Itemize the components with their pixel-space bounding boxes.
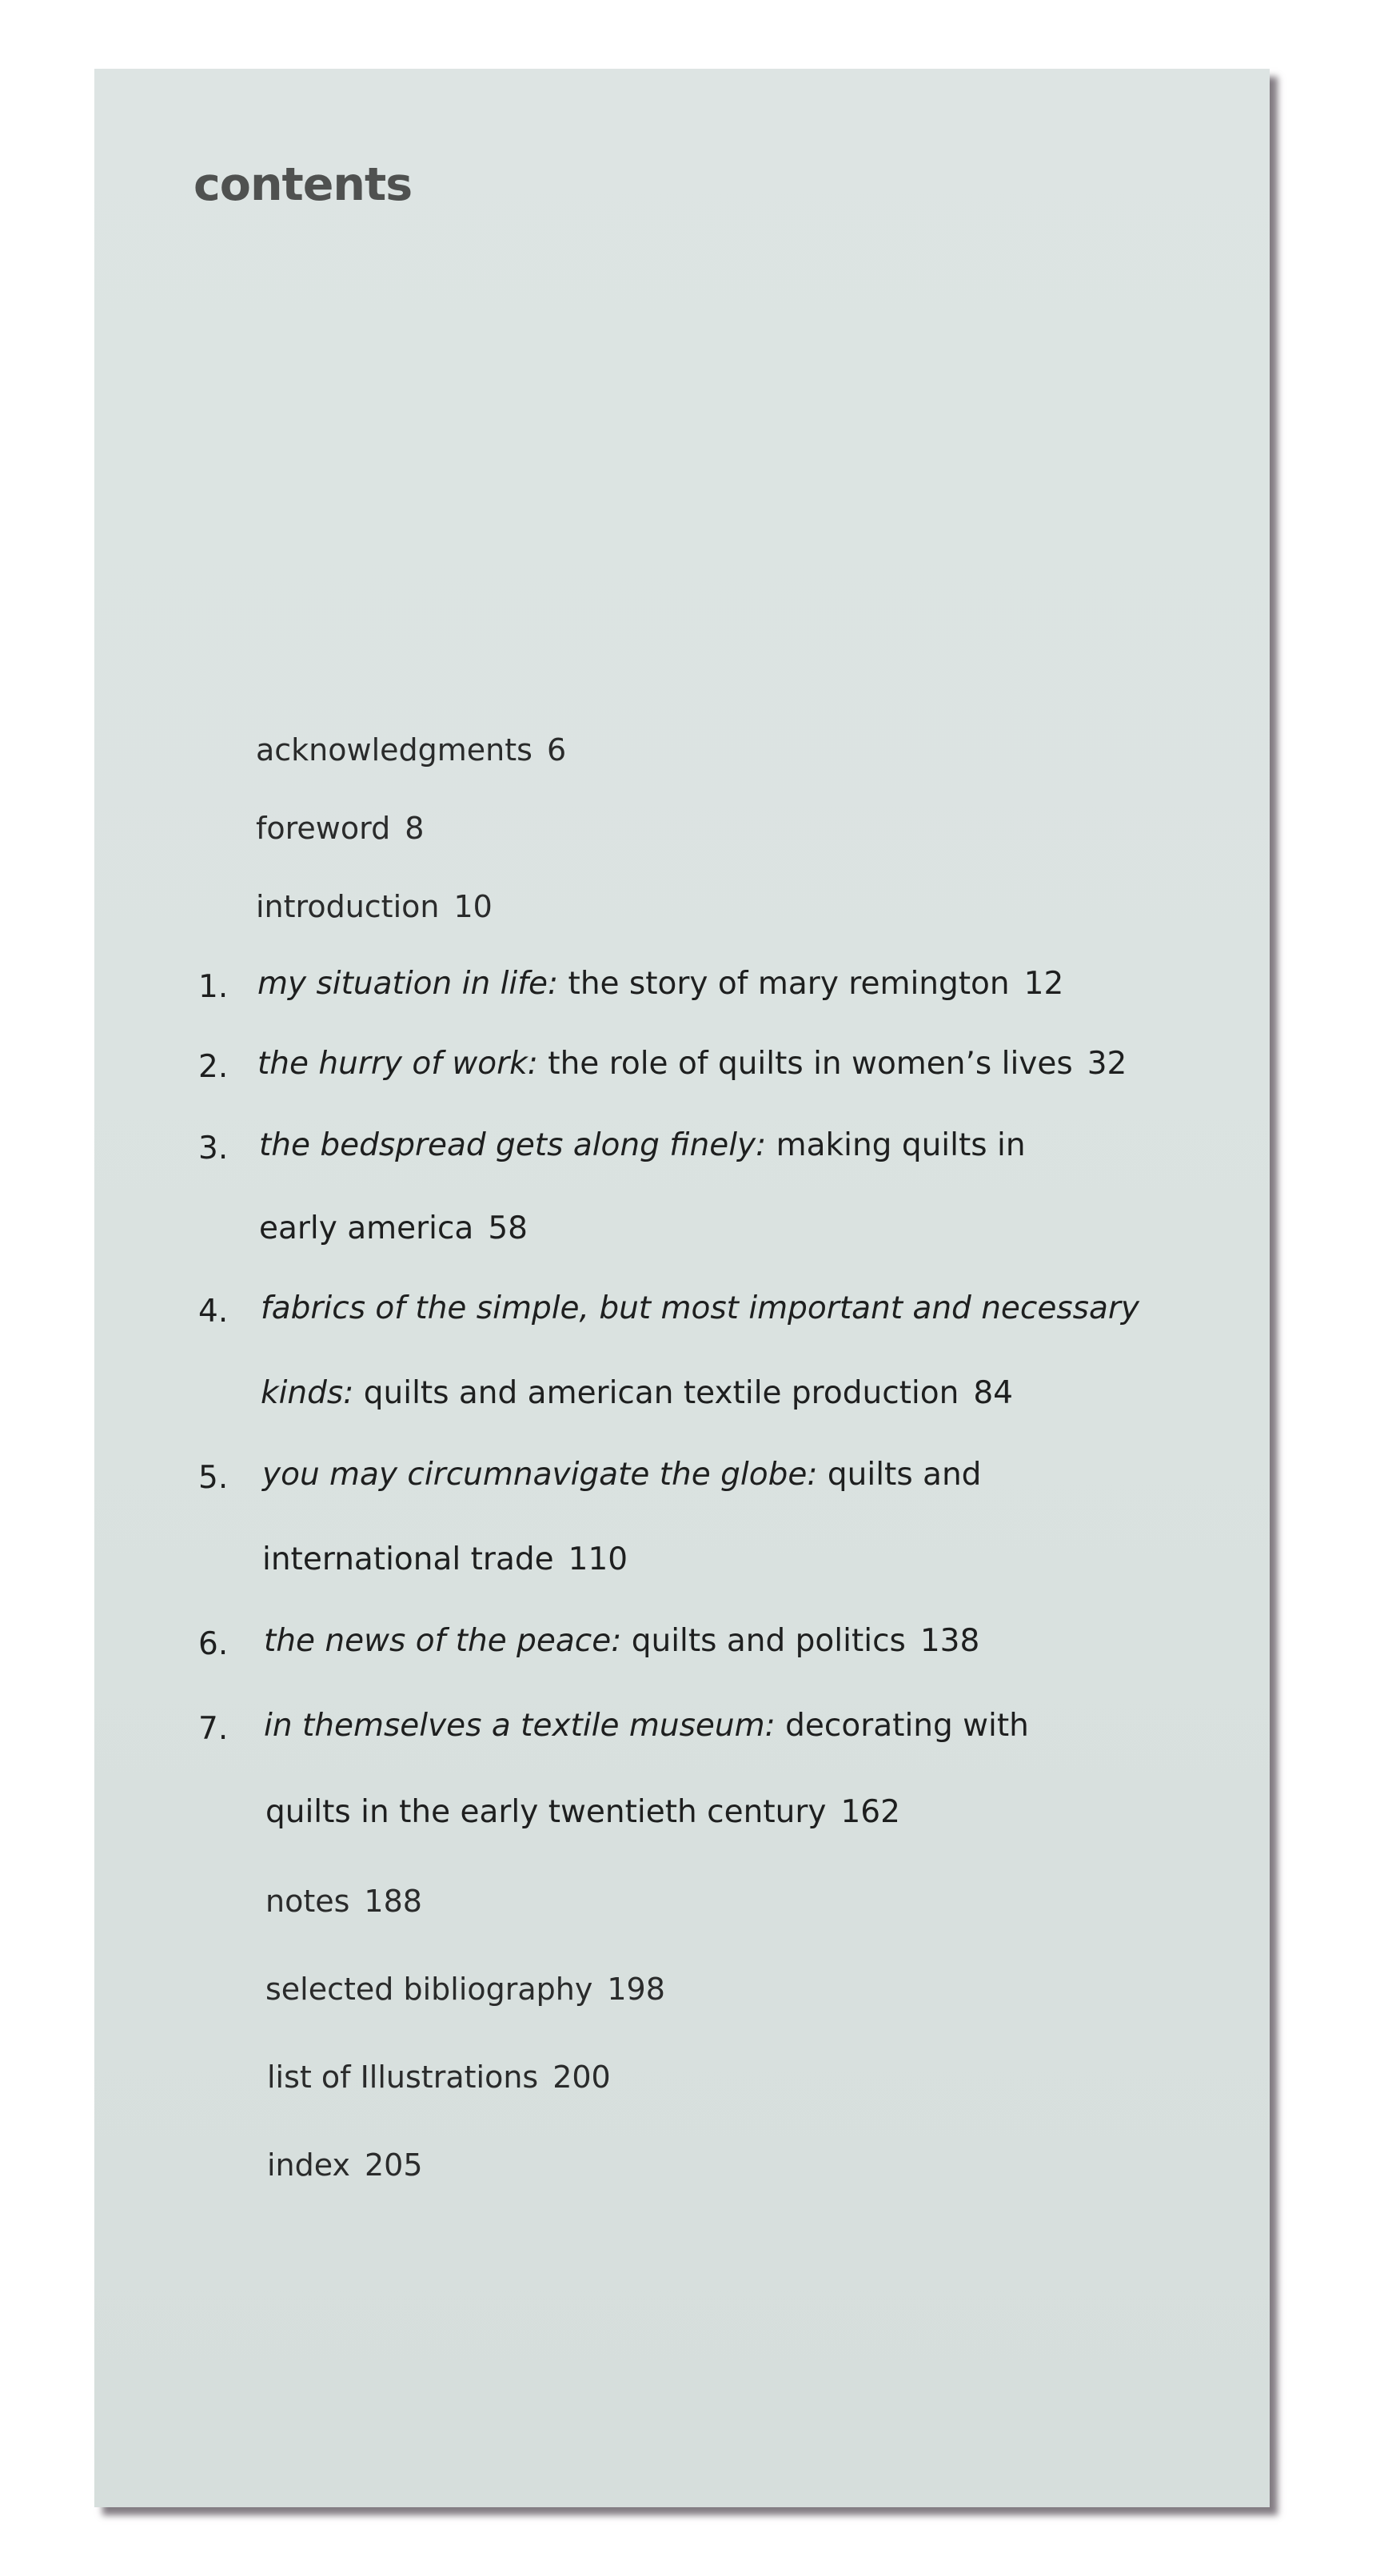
toc-page-number: 32 xyxy=(1087,1046,1127,1082)
chapter-italic-title: kinds: xyxy=(261,1375,354,1411)
toc-chapter-1-line-1 xyxy=(257,966,1063,1002)
chapter-italic-title: in themselves a textile museum: xyxy=(264,1708,776,1744)
toc-entry-selected-bibliography xyxy=(265,1972,665,2007)
chapter-subtitle: making quilts in xyxy=(766,1127,1026,1163)
chapter-subtitle: early america xyxy=(259,1210,474,1246)
chapter-subtitle: decorating with xyxy=(775,1708,1029,1744)
chapter-italic-title: fabrics of the simple, but most important and necessary xyxy=(261,1290,1139,1326)
toc-chapter-7-line-1 xyxy=(264,1708,1029,1744)
chapter-subtitle: the role of quilts in women’s lives xyxy=(537,1046,1073,1082)
chapter-number: 1. xyxy=(198,969,229,1005)
toc-entry-title: list of Illustrations xyxy=(267,2060,539,2095)
chapter-number: 3. xyxy=(198,1130,229,1166)
chapter-number: 7. xyxy=(198,1711,229,1747)
chapter-italic-title: the news of the peace: xyxy=(264,1623,622,1659)
toc-chapter-3-line-1 xyxy=(259,1127,1026,1163)
toc-chapter-2-line-1 xyxy=(257,1046,1127,1082)
toc-entry-title: introduction xyxy=(256,889,440,924)
chapter-subtitle: quilts and american textile production xyxy=(353,1375,959,1411)
toc-entry-notes xyxy=(265,1884,422,1919)
toc-entry-introduction xyxy=(256,889,493,924)
chapter-italic-title: my situation in life: xyxy=(257,966,559,1002)
toc-page-number: 10 xyxy=(453,889,493,924)
toc-chapter-4-line-2 xyxy=(261,1375,1013,1411)
toc-page-number: 58 xyxy=(488,1210,528,1246)
toc-page-number: 162 xyxy=(840,1794,900,1830)
toc-page-number: 8 xyxy=(405,811,425,846)
book-page xyxy=(94,69,1270,2507)
chapter-italic-title: the hurry of work: xyxy=(257,1046,538,1082)
chapter-subtitle: international trade xyxy=(262,1541,554,1577)
chapter-subtitle: quilts and xyxy=(817,1457,982,1493)
toc-page-number: 188 xyxy=(364,1884,422,1919)
chapter-number: 4. xyxy=(198,1294,229,1330)
toc-page-number: 205 xyxy=(364,2147,423,2183)
toc-chapter-5-line-1 xyxy=(262,1457,981,1493)
chapter-italic-title: the bedspread gets along finely: xyxy=(259,1127,767,1163)
toc-page-number: 12 xyxy=(1023,966,1064,1002)
chapter-number: 5. xyxy=(198,1460,229,1496)
toc-chapter-6-line-1 xyxy=(264,1623,979,1659)
toc-page-number: 110 xyxy=(568,1541,628,1577)
toc-entry-title: selected bibliography xyxy=(265,1972,593,2007)
toc-entry-acknowledgments xyxy=(256,732,566,768)
chapter-subtitle: the story of mary remington xyxy=(558,966,1010,1002)
chapter-italic-title: you may circumnavigate the globe: xyxy=(262,1457,818,1493)
toc-page-number: 6 xyxy=(546,732,567,768)
chapter-number: 2. xyxy=(198,1049,229,1085)
toc-entry-title: index xyxy=(267,2147,350,2183)
toc-page-number: 198 xyxy=(607,1972,665,2007)
toc-chapter-3-line-2 xyxy=(259,1210,528,1246)
chapter-subtitle: quilts and politics xyxy=(621,1623,906,1659)
toc-page-number: 200 xyxy=(552,2060,611,2095)
toc-entry-title: notes xyxy=(265,1884,350,1919)
chapter-subtitle: quilts in the early twentieth century xyxy=(265,1794,827,1830)
toc-entry-title: acknowledgments xyxy=(256,732,532,768)
toc-entry-index xyxy=(267,2147,423,2183)
toc-entry-title: foreword xyxy=(256,811,391,846)
toc-entry-foreword xyxy=(256,811,424,846)
toc-page-number: 138 xyxy=(919,1623,980,1659)
toc-chapter-7-line-2 xyxy=(265,1794,900,1830)
toc-entry-list-of-illustrations xyxy=(267,2060,611,2095)
toc-chapter-4-line-1 xyxy=(261,1290,1139,1326)
toc-chapter-5-line-2 xyxy=(262,1541,628,1577)
chapter-number: 6. xyxy=(198,1626,229,1662)
contents-heading: contents xyxy=(193,158,413,211)
toc-page-number: 84 xyxy=(973,1375,1013,1411)
